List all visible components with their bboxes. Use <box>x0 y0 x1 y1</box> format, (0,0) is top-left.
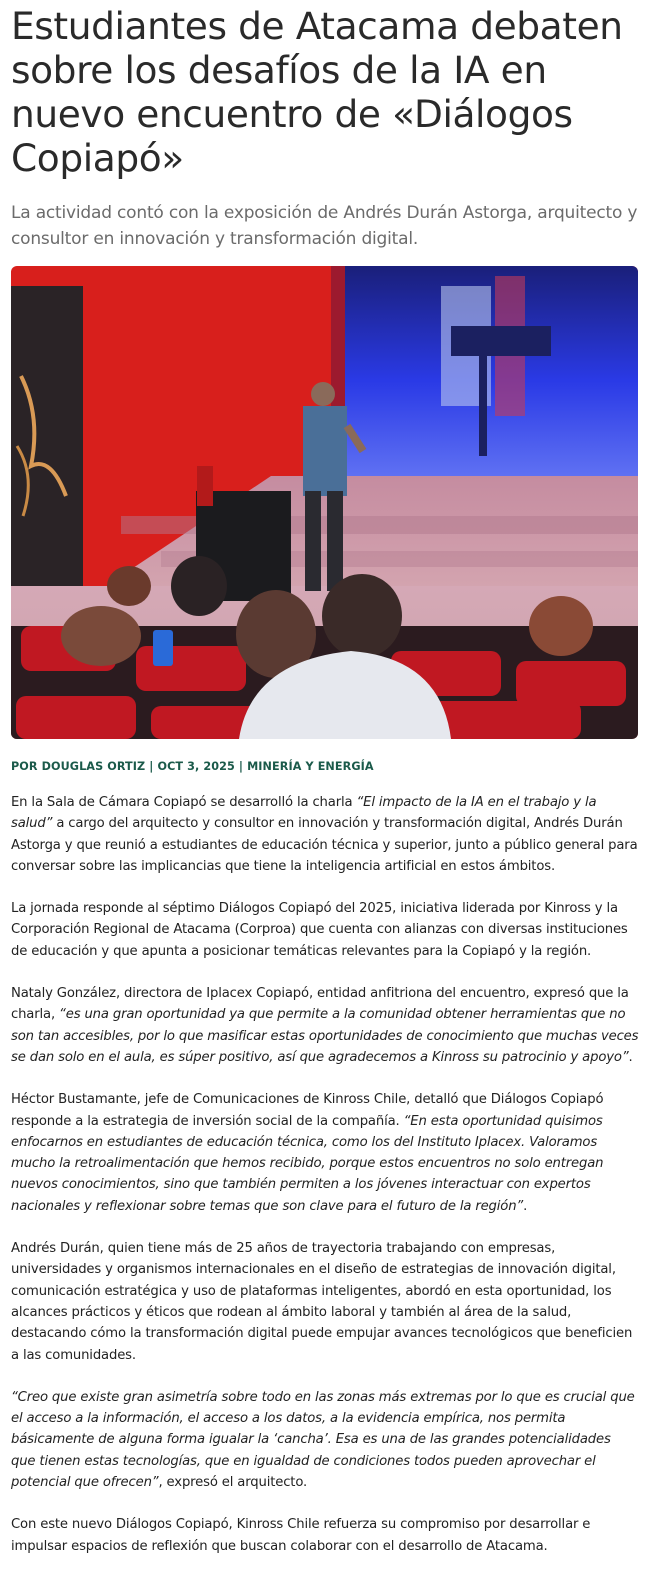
byline-separator: | <box>238 760 244 773</box>
byline <box>11 760 639 773</box>
paragraph-quote: “El impacto de la IA en el trabajo y la salud” <box>11 795 597 832</box>
paragraph-quote: “En esta oportunidad quisimos enfocarnos en estudiantes de educación técnica, como los del Instituto Iplacex. Valoramos mucho la retroalimentación que hemos recibido, porque estos encuentros no solo entregan nuevos conocimientos, sino que también permiten a los jóvenes interactuar con expertos nacionales y reflexionar sobre temas que son clave para el futuro de la región” <box>11 1113 604 1214</box>
paragraph-text: Andrés Durán, quien tiene más de 25 años de trayectoria trabajando con empresas, universidades y organismos internacionales en el diseño de estrategias de innovación digital, comunicación estratégica y uso de plataformas inteligentes, abordó en esta oportunidad, los alcances prácticos y éticos que rodean al ámbito laboral y también al área de la salud, destacando cómo la transformación digital puede empujar avances tecnológicos que beneficien a las comunidades. <box>11 1241 633 1363</box>
paragraph-text: La jornada responde al séptimo Diálogos Copiapó del 2025, iniciativa liderada por Kinross y la Corporación Regional de Atacama (Corproa) que cuenta con alianzas con diversas instituciones de educación y que apunta a posicionar temáticas relevantes para la Copiapó y la región. <box>11 901 628 959</box>
paragraph-quote: “Creo que existe gran asimetría sobre todo en las zonas más extremas por lo que es crucial que el acceso a la información, el acceso a los datos, a la evidencia empírica, nos permita básicamente de alguna forma igualar la ‘cancha’. Esa es una de las grandes potencialidades que tienen estas tecnologías, que en igualdad de condiciones todos pueden aprovechar el potencial que ofrecen” <box>11 1389 635 1491</box>
paragraph-quote: “es una gran oportunidad ya que permite a la comunidad obtener herramientas que no son tan accesibles, por lo que masificar estas oportunidades de conocimiento que muchas veces se dan solo en el aula, es súper positivo, así que agradecemos a Kinross su patrocinio y apoyo” <box>11 1007 639 1065</box>
article-paragraph <box>11 983 639 1068</box>
article-paragraph <box>11 1514 639 1557</box>
byline-category[interactable]: MINERÍA Y ENERGÍA <box>247 760 374 773</box>
paragraph-text: . <box>628 1049 633 1065</box>
article-paragraph <box>11 792 639 877</box>
paragraph-text: Héctor Bustamante, jefe de Comunicaciones de Kinross Chile, detalló que Diálogos Copiapó responde a la estrategia de inversión social de la compañía. <box>11 1092 604 1129</box>
article-paragraph <box>11 1387 639 1493</box>
paragraph-text: Con este nuevo Diálogos Copiapó, Kinross Chile refuerza su compromiso por desarrollar e impulsar espacios de reflexión que buscan colaborar con el desarrollo de Atacama. <box>11 1517 591 1554</box>
article-paragraph <box>11 1238 639 1366</box>
byline-date: OCT 3, 2025 <box>157 760 235 773</box>
paragraph-text: a cargo del arquitecto y consultor en innovación y transformación digital, Andrés Durán Astorga y que reunió a estudiantes de educación técnica y superior, junto a público general para conversar sobre las implicancias que tiene la inteligencia artificial en estos ámbitos. <box>11 816 638 874</box>
paragraph-text: Nataly González, directora de Iplacex Copiapó, entidad anfitriona del encuentro, expresó que la charla, <box>11 986 629 1023</box>
paragraph-text: . <box>523 1198 528 1214</box>
article-subtitle: La actividad contó con la exposición de Andrés Durán Astorga, arquitecto y consultor en innovación y transformación digital. <box>11 203 638 249</box>
article-paragraph <box>11 898 639 962</box>
article-headline: Estudiantes de Atacama debaten sobre los desafíos de la IA en nuevo encuentro de «Diálogos Copiapó» <box>11 4 623 180</box>
paragraph-text: , expresó el arquitecto. <box>158 1475 308 1491</box>
featured-photo <box>11 266 638 739</box>
paragraph-text: En la Sala de Cámara Copiapó se desarrolló la charla <box>11 795 357 810</box>
article-paragraph <box>11 1089 639 1217</box>
article-body <box>11 792 639 1557</box>
byline-author[interactable]: POR DOUGLAS ORTIZ <box>11 760 146 773</box>
byline-separator: | <box>149 760 154 773</box>
article <box>0 4 650 1557</box>
